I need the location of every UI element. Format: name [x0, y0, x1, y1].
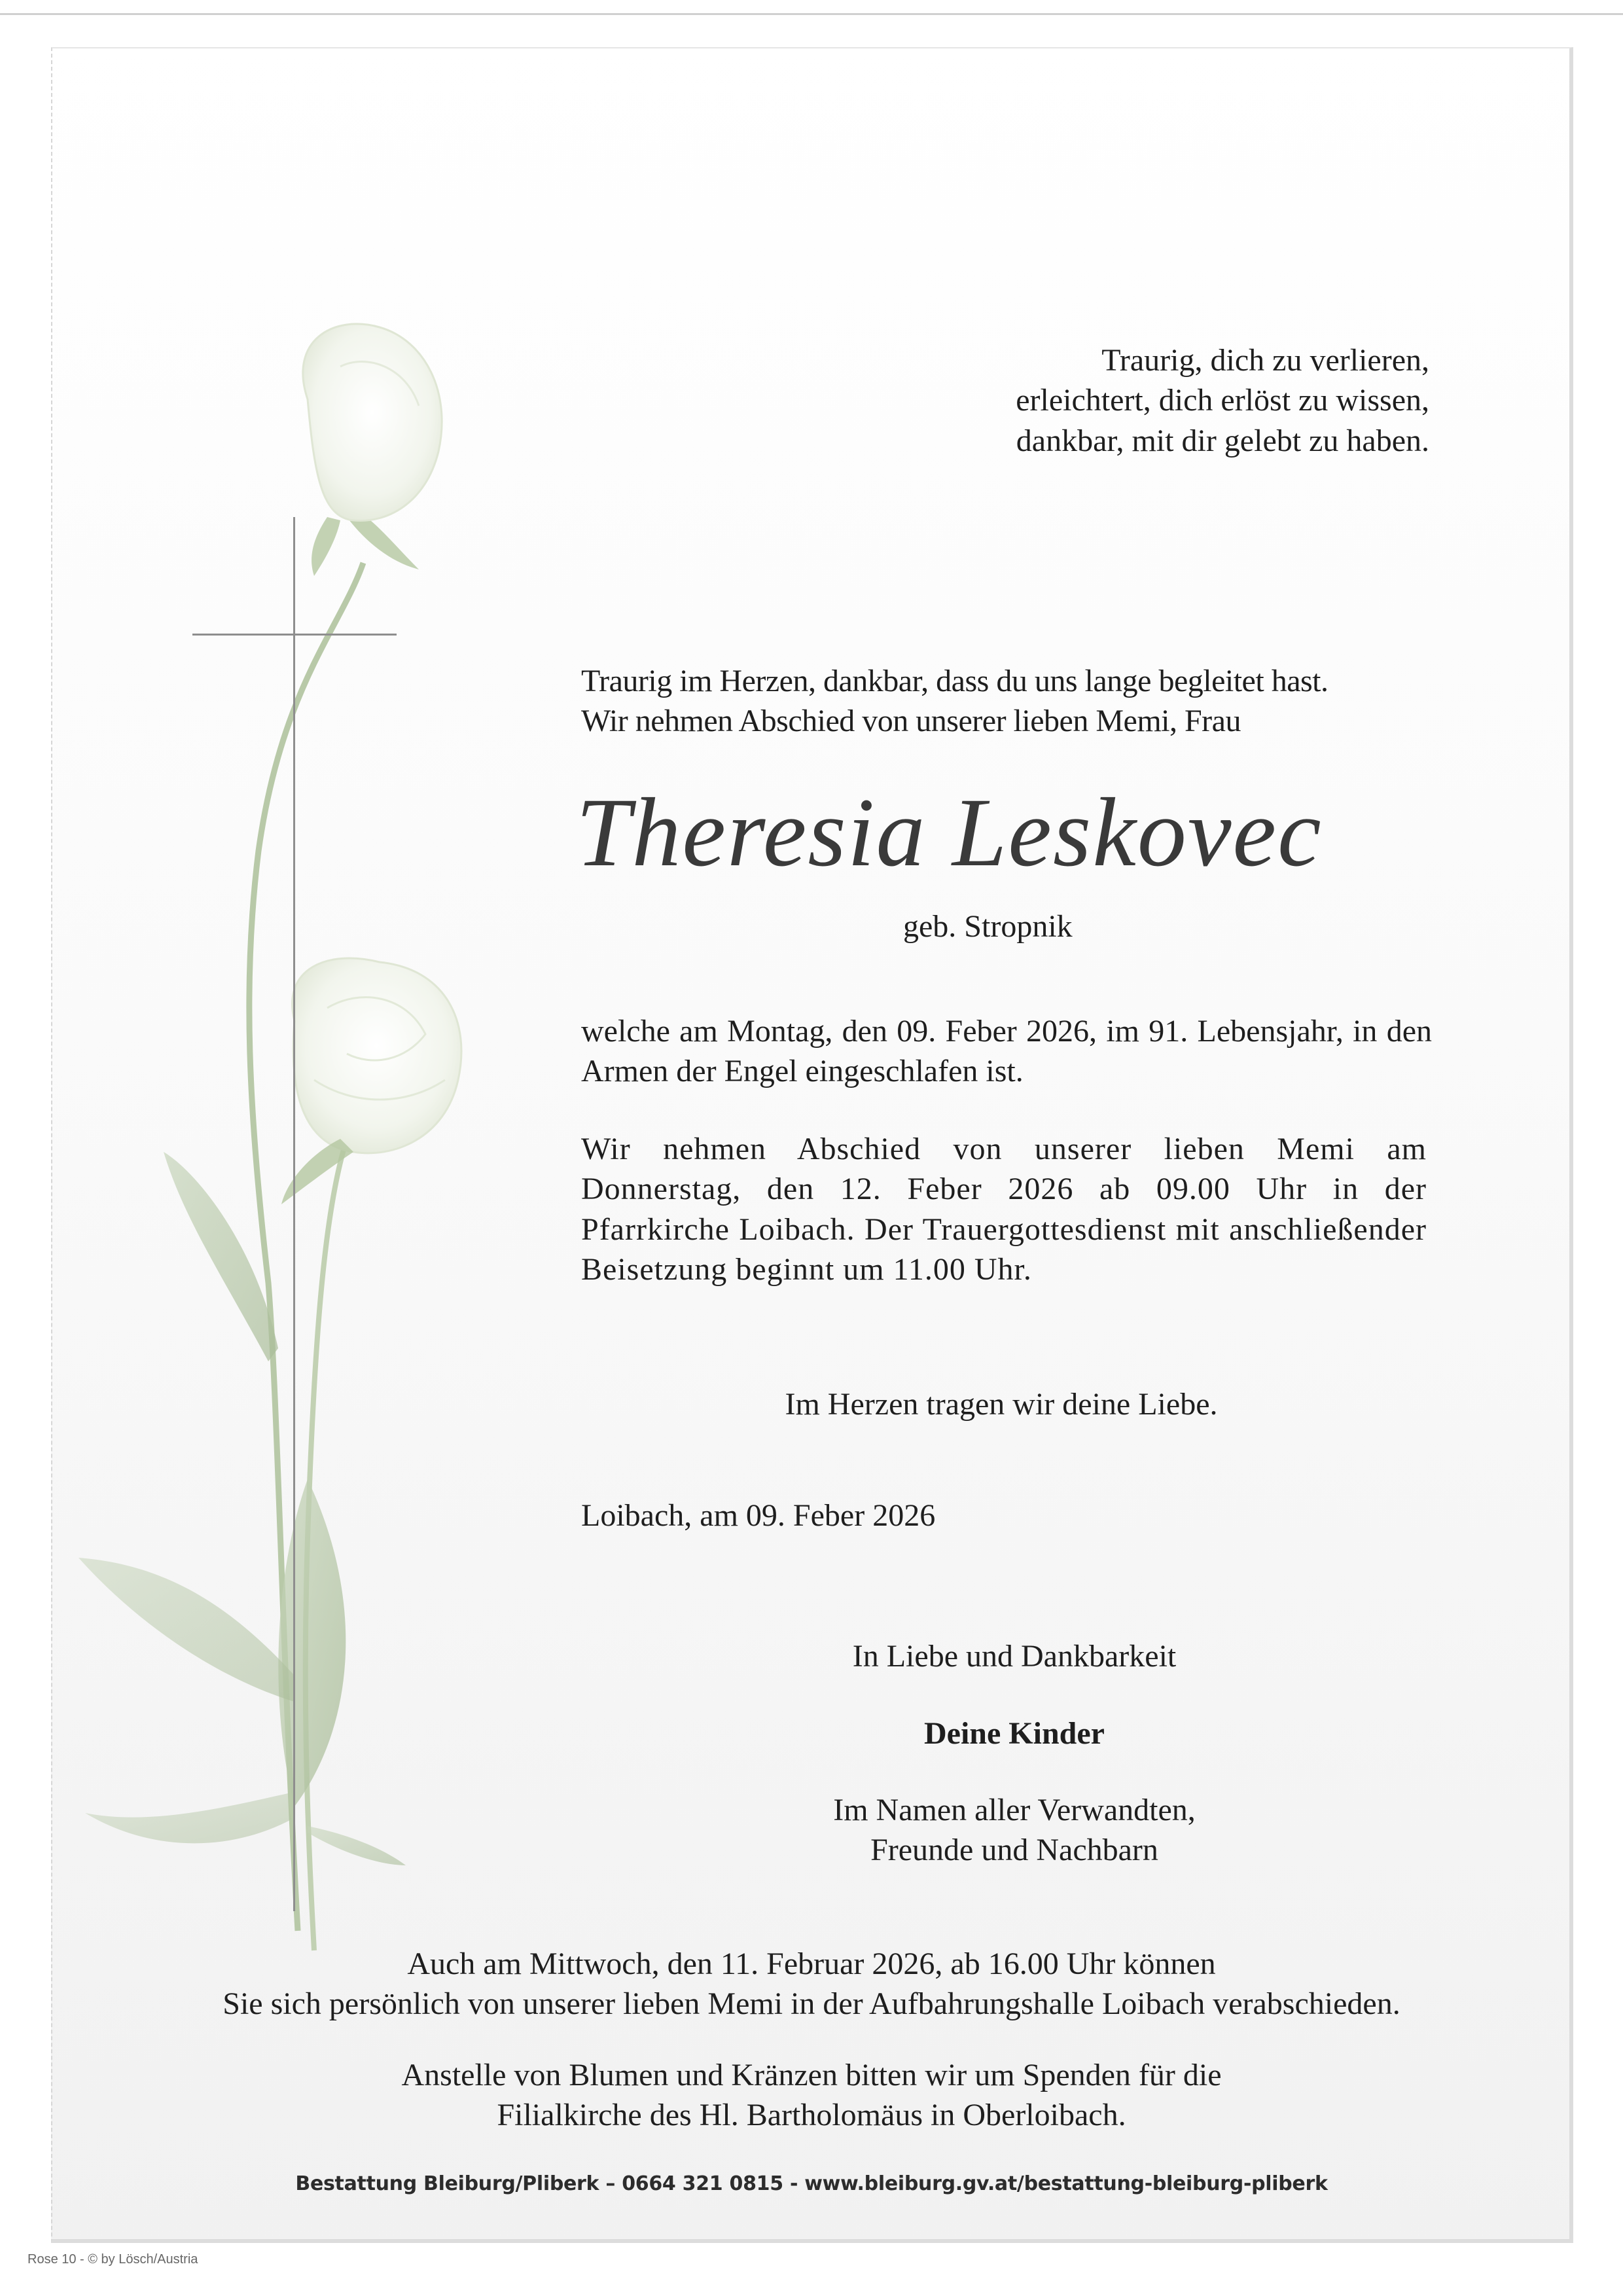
- sepal: [312, 517, 340, 576]
- donation-line: Anstelle von Blumen und Kränzen bitten wir um Spenden für die: [401, 2058, 1222, 2092]
- viewing-line: Sie sich persönlich von unserer lieben Memi in der Aufbahrungshalle Loibach verabschieden.: [223, 1986, 1400, 2022]
- cross-vertical-bar: [293, 517, 295, 1911]
- relatives-line: Freunde und Nachbarn: [870, 1833, 1158, 1868]
- opening-quote: [775, 340, 1429, 461]
- quote-line: dankbar, mit dir gelebt zu haben.: [1016, 423, 1429, 458]
- quote-line: Traurig, dich zu verlieren,: [1101, 343, 1429, 378]
- donation-notice: [164, 2055, 1459, 2136]
- relatives-line: Im Namen aller Verwandten,: [833, 1793, 1196, 1827]
- intro-text: [581, 661, 1432, 742]
- death-notice: welche am Montag, den 09. Feber 2026, im 91. Lebensjahr, in den Armen der Engel eingeschlafen ist.: [581, 1014, 1432, 1089]
- leaf: [85, 1793, 291, 1843]
- funeral-home-footer: Bestattung Bleiburg/Pliberk – 0664 321 0815 - www.bleiburg.gv.at/bestattung-bleiburg-pliberk: [295, 2172, 1328, 2195]
- heart-line: Im Herzen tragen wir deine Liebe.: [785, 1387, 1218, 1422]
- image-credit: Rose 10 - © by Lösch/Austria: [27, 2252, 198, 2267]
- signature-children: Deine Kinder: [924, 1716, 1105, 1751]
- birth-name: geb. Stropnik: [903, 909, 1073, 944]
- leaf: [308, 1826, 406, 1865]
- deceased-name: Theresia Leskovec: [576, 778, 1323, 887]
- upper-rose-bloom: [303, 324, 442, 521]
- sepal: [347, 517, 419, 569]
- intro-line: Wir nehmen Abschied von unserer lieben Memi, Frau: [581, 704, 1241, 739]
- lower-rose-bloom: [293, 958, 461, 1153]
- donation-line: Filialkirche des Hl. Bartholomäus in Oberloibach.: [497, 2098, 1126, 2133]
- intro-line: Traurig im Herzen, dankbar, dass du uns lange begleitet hast.: [581, 664, 1329, 698]
- closing-line: In Liebe und Dankbarkeit: [852, 1639, 1177, 1674]
- quote-line: erleichtert, dich erlöst zu wissen,: [1016, 383, 1429, 418]
- farewell-notice: Wir nehmen Abschied von unserer lieben Memi am Donnerstag, den 12. Feber 2026 ab 09.00 Uhr in der Pfarrkirche Loibach. Der Trauergottesdienst mit anschließender Beisetzung beginnt um 11.00 Uhr.: [581, 1132, 1427, 1287]
- leaf: [278, 1479, 346, 1806]
- signature-relatives: [687, 1790, 1342, 1871]
- sepal: [281, 1139, 353, 1204]
- leaf: [79, 1558, 294, 1702]
- cross-horizontal-bar: [192, 634, 397, 636]
- place-date: Loibach, am 09. Feber 2026: [581, 1498, 936, 1533]
- viewing-notice: [98, 1944, 1525, 2024]
- viewing-line: Auch am Mittwoch, den 11. Februar 2026, ab 16.00 Uhr können: [407, 1946, 1216, 1981]
